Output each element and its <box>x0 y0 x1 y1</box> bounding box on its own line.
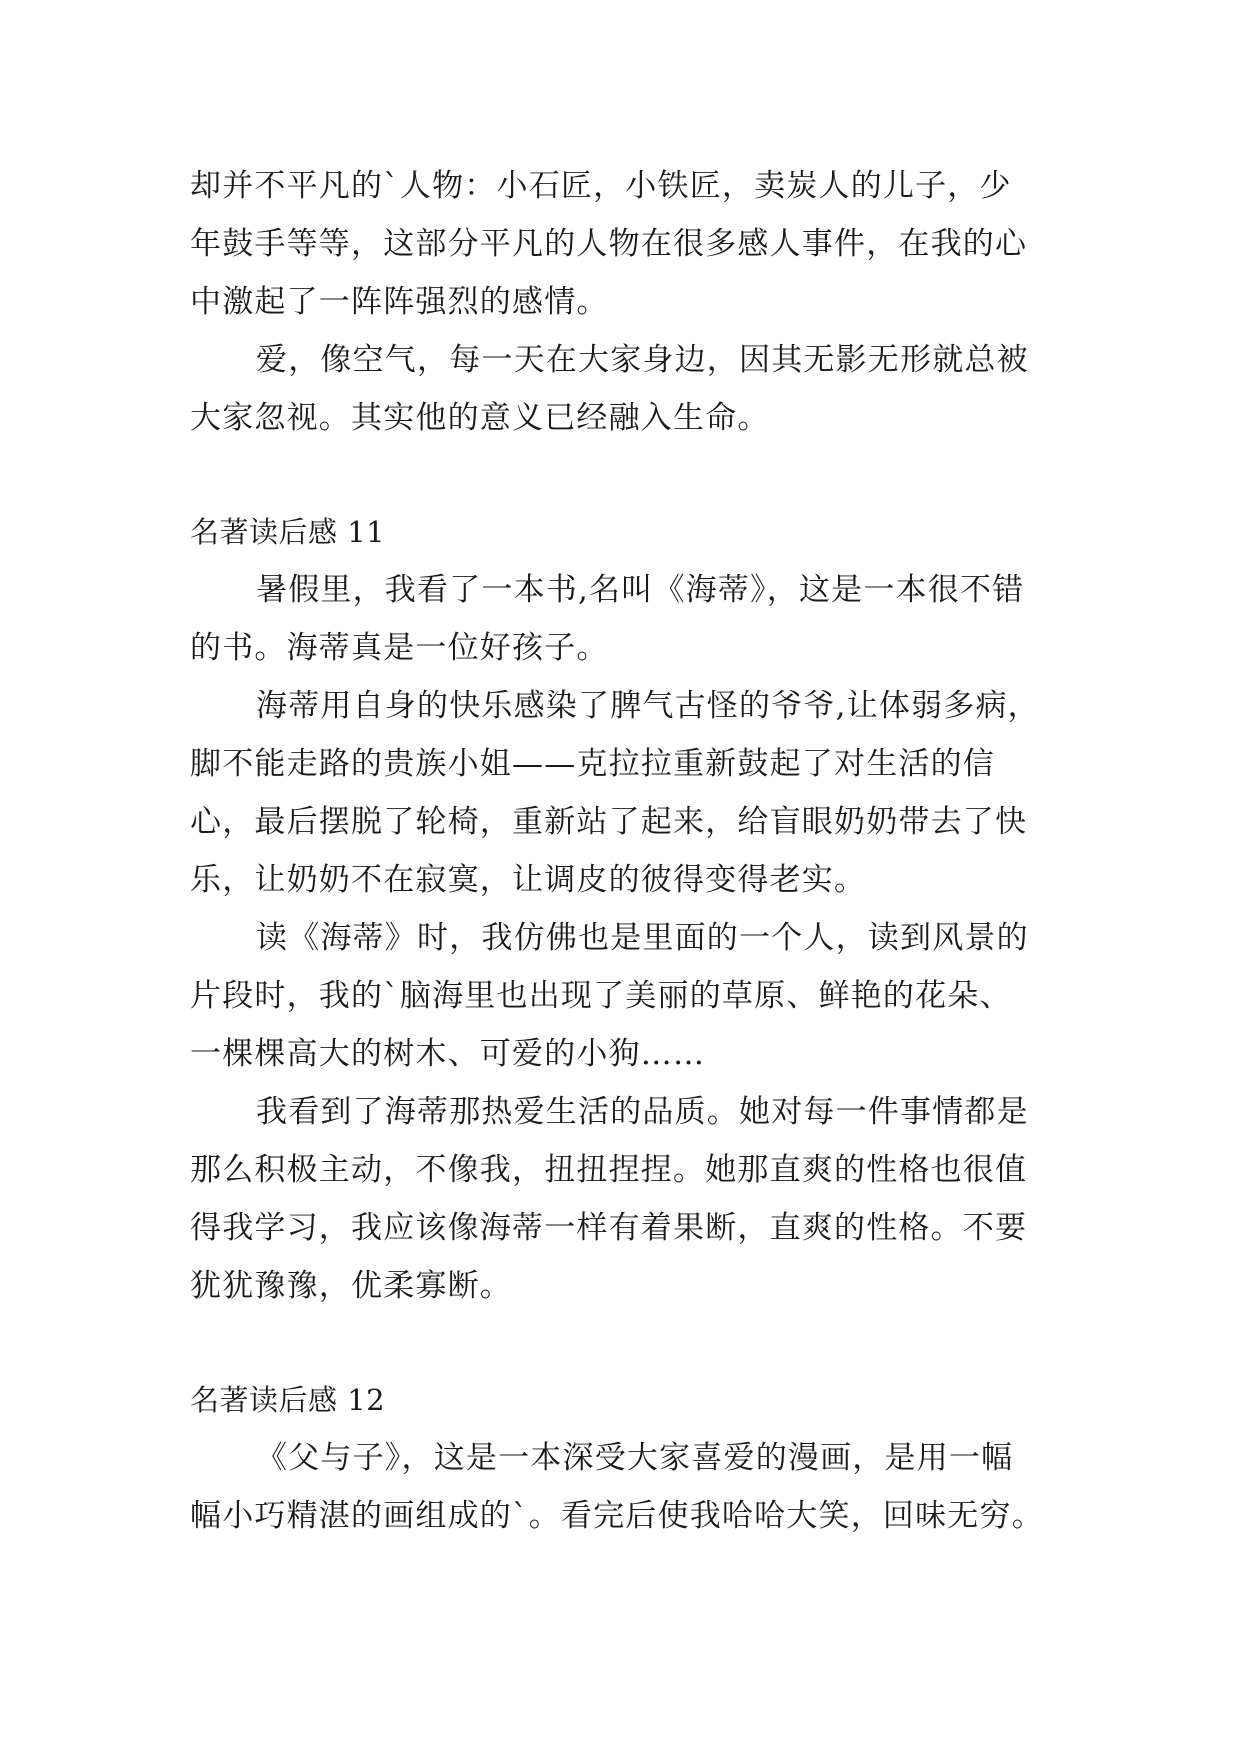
text-line: 爱，像空气，每一天在大家身边，因其无影无形就总被 <box>256 342 1029 378</box>
text-line: 年鼓手等等，这部分平凡的人物在很多感人事件，在我的心 <box>190 226 1028 262</box>
text-line: 《父与子》，这是一本深受大家喜爱的漫画，是用一幅 <box>256 1440 1014 1476</box>
paragraph <box>190 909 1070 1083</box>
paragraph <box>190 677 1070 909</box>
text-line: 乐，让奶奶不在寂寞，让调皮的彼得变得老实。 <box>190 862 867 898</box>
text-line: 片段时，我的`脑海里也出现了美丽的草原、鲜艳的花朵、 <box>190 978 1012 1014</box>
text-line: 脚不能走路的贵族小姐——克拉拉重新鼓起了对生活的信 <box>190 746 995 782</box>
text-line: 暑假里，我看了一本书,名叫《海蒂》，这是一本很不错 <box>256 572 1025 608</box>
paragraph <box>190 1429 1070 1545</box>
text-line: 海蒂用自身的快乐感染了脾气古怪的爷爷,让体弱多病， <box>256 688 1040 724</box>
text-line: 那么积极主动，不像我，扭扭捏捏。她那直爽的性格也很值 <box>190 1152 1028 1188</box>
text-line: 却并不平凡的`人物：小石匠，小铁匠，卖炭人的儿子，少 <box>190 168 1012 204</box>
paragraph <box>190 561 1070 677</box>
text-line: 读《海蒂》时，我仿佛也是里面的一个人，读到风景的 <box>256 920 1029 956</box>
text-line: 大家忽视。其实他的意义已经融入生命。 <box>190 400 770 436</box>
text-line: 中激起了一阵阵强烈的感情。 <box>190 284 609 320</box>
text-line: 的书。海蒂真是一位好孩子。 <box>190 630 609 666</box>
text-line: 得我学习，我应该像海蒂一样有着果断，直爽的性格。不要 <box>190 1210 1028 1246</box>
section-heading: 名著读后感 12 <box>190 1383 386 1417</box>
text-line: 我看到了海蒂那热爱生活的品质。她对每一件事情都是 <box>256 1094 1029 1130</box>
text-line: 犹犹豫豫，优柔寡断。 <box>190 1268 512 1304</box>
paragraph <box>190 157 1070 331</box>
text-line: 心，最后摆脱了轮椅，重新站了起来，给盲眼奶奶带去了快 <box>190 804 1028 840</box>
section-heading: 名著读后感 11 <box>190 515 386 549</box>
paragraph <box>190 331 1070 447</box>
paragraph <box>190 1083 1070 1315</box>
text-line: 幅小巧精湛的画组成的`。看完后使我哈哈大笑，回味无穷。 <box>190 1498 1044 1534</box>
document-body <box>190 157 1070 1545</box>
text-line: 一棵棵高大的树木、可爱的小狗…… <box>190 1036 706 1072</box>
